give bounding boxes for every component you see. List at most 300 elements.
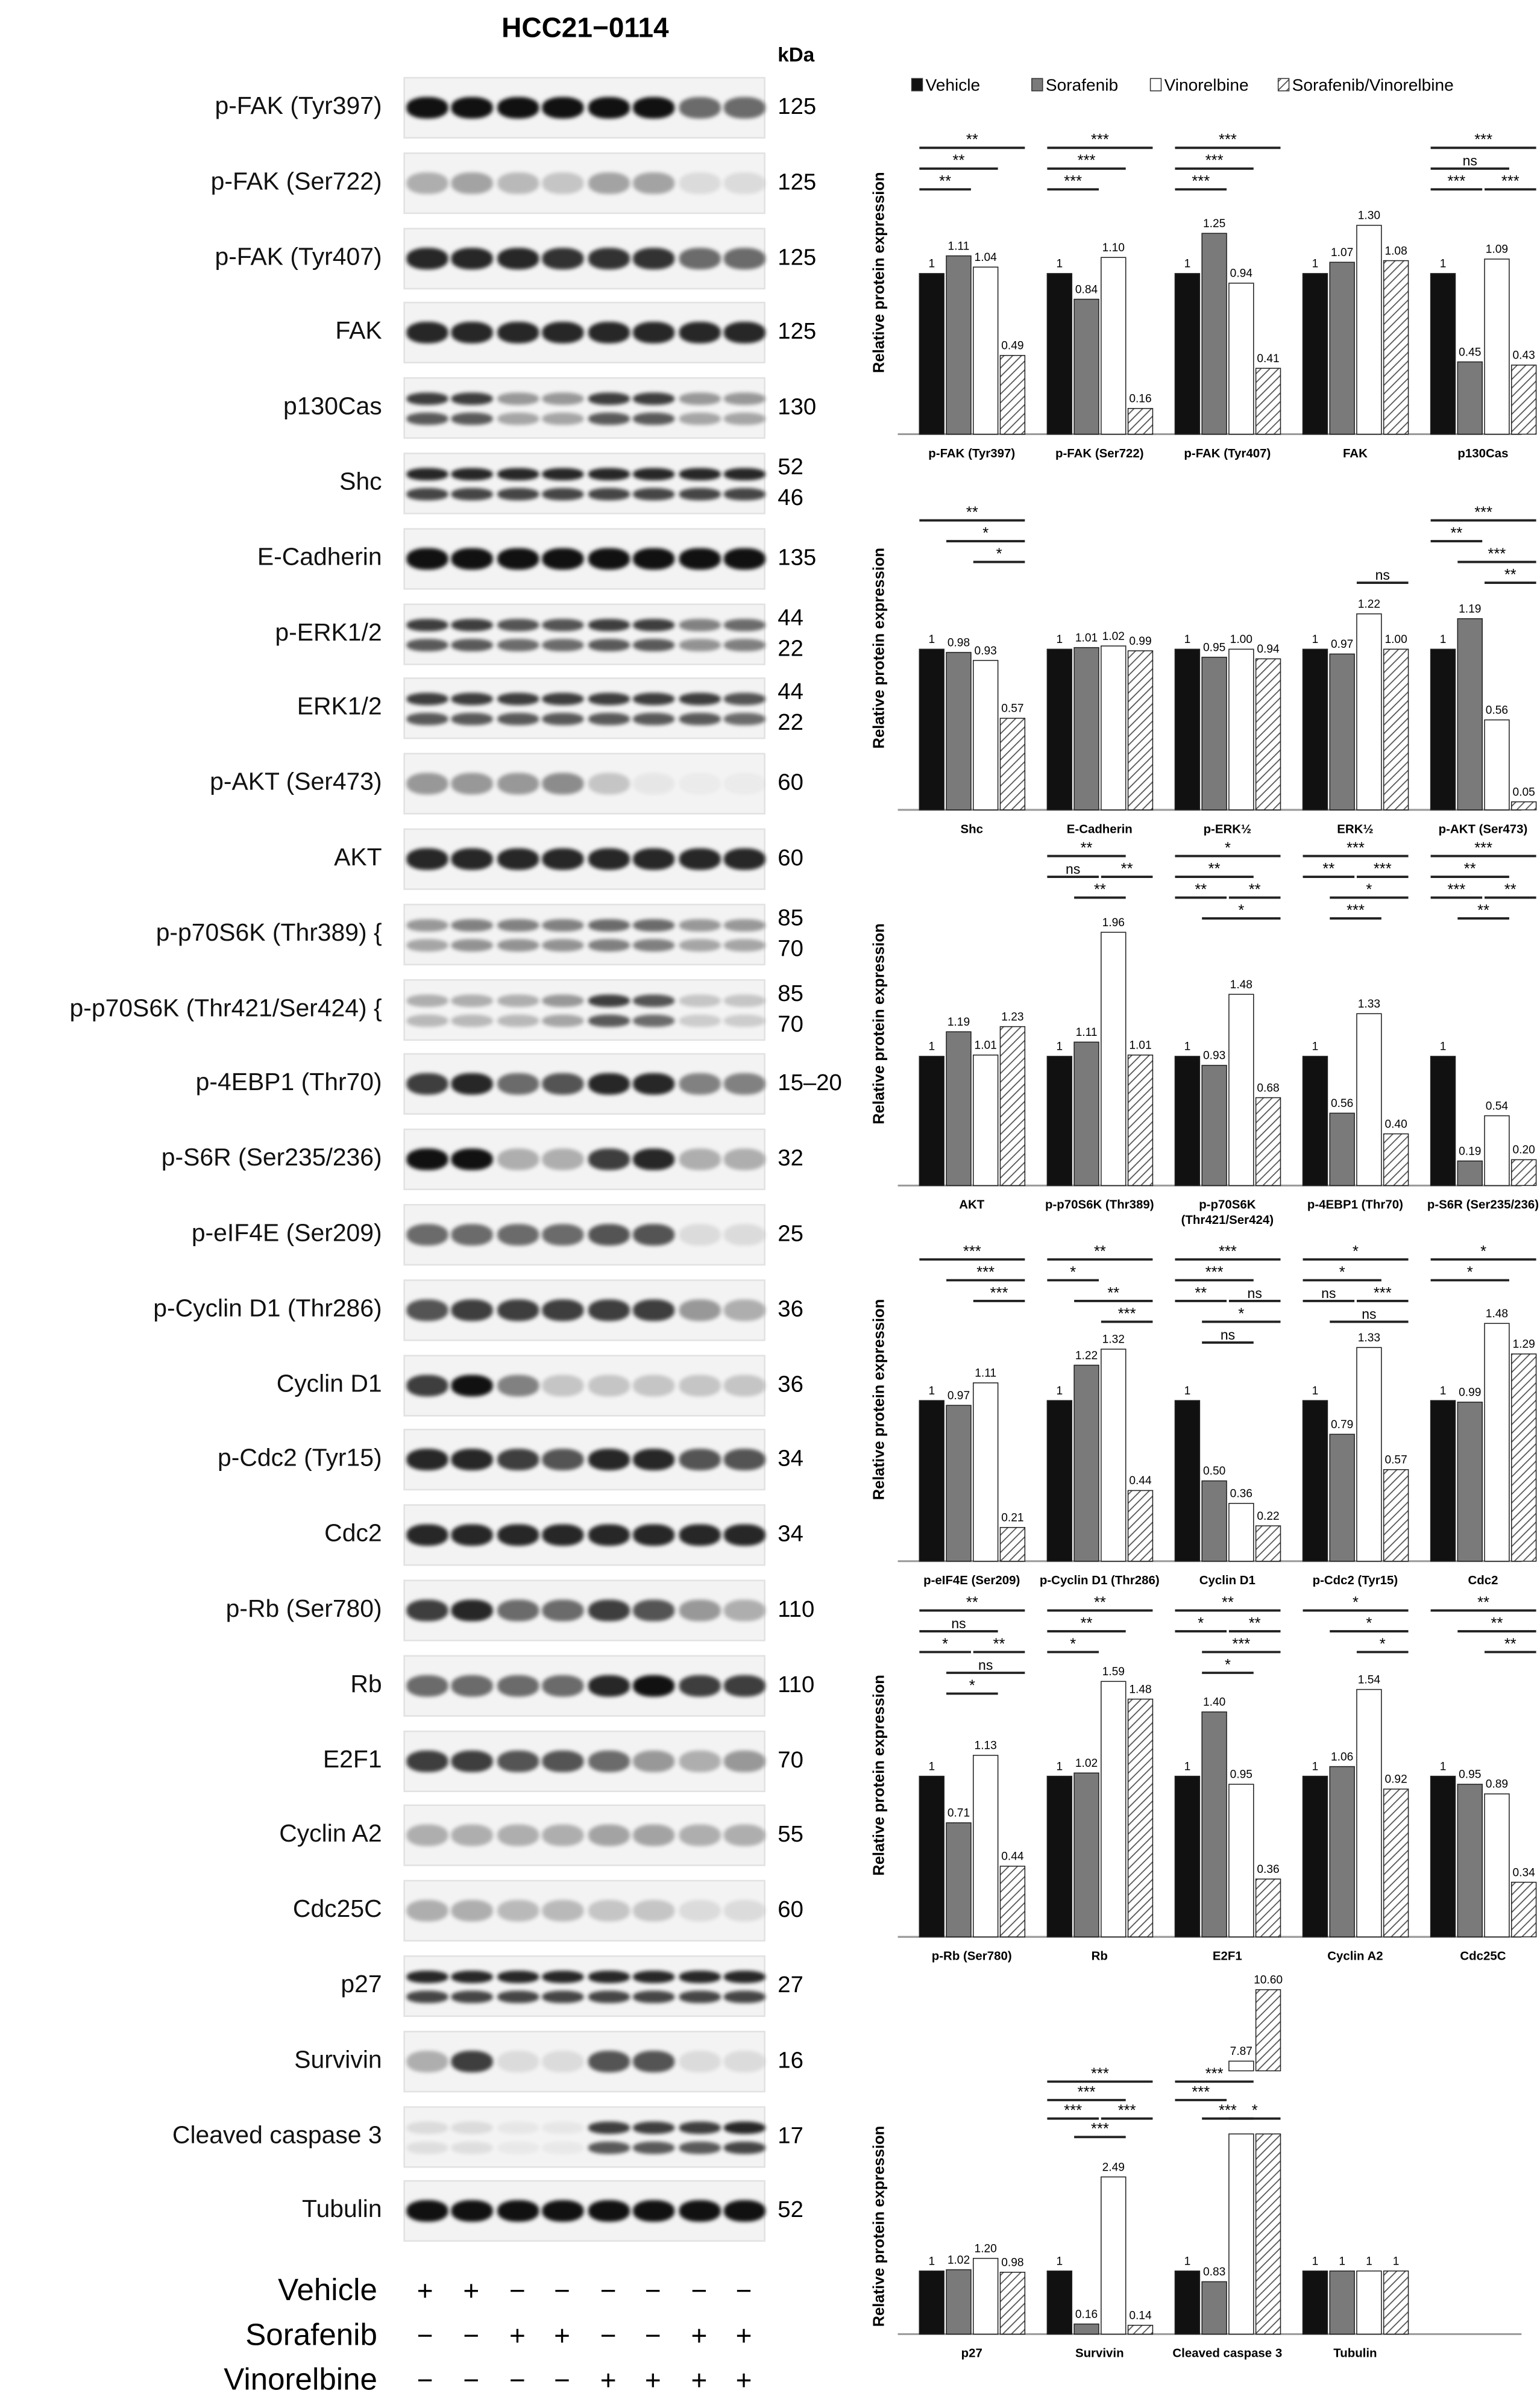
bar	[1512, 1883, 1536, 1937]
kda-value: 52	[778, 2197, 803, 2224]
bar-value-label: 1.06	[1331, 1751, 1354, 1764]
bar-value-label: 0.20	[1512, 1144, 1535, 1157]
bar	[1303, 1056, 1328, 1185]
bar	[1512, 1354, 1536, 1561]
legend-swatch	[1032, 78, 1043, 90]
bar-value-label: 1	[1312, 633, 1319, 647]
significance-label: *	[1466, 1264, 1473, 1281]
bar-value-label: 0.68	[1257, 1082, 1280, 1095]
bar-value-label: 1.02	[1075, 1757, 1098, 1770]
bar-value-label: 1	[928, 1760, 935, 1773]
bar-value-label: 0.41	[1257, 352, 1280, 365]
bar-value-label: 0.94	[1257, 643, 1280, 656]
bar	[1357, 1014, 1381, 1185]
significance-label: ***	[1205, 152, 1224, 169]
bar	[1202, 233, 1227, 434]
significance-label: **	[1093, 881, 1106, 898]
bar-value-label: 1	[1184, 257, 1191, 271]
bar	[1457, 1402, 1482, 1561]
bar-value-label: 1.29	[1512, 1338, 1535, 1351]
significance-label: **	[966, 504, 978, 521]
bar	[973, 660, 998, 810]
bar-upper-segment	[1256, 1990, 1281, 2071]
bar-value-label: 1.13	[974, 1739, 997, 1752]
blot-label: p-Cdc2 (Tyr15)	[218, 1446, 382, 1473]
treatment-sign: −	[509, 2275, 526, 2307]
bar	[1384, 649, 1409, 810]
y-axis-label: Relative protein expression	[870, 2125, 888, 2327]
category-label: p-FAK (Tyr397)	[928, 446, 1016, 460]
bar	[1256, 659, 1281, 810]
bar-value-label: 0.89	[1485, 1778, 1509, 1791]
bar	[919, 274, 944, 434]
bar	[1101, 257, 1126, 434]
category-label: p-eIF4E (Ser209)	[923, 1573, 1020, 1588]
significance-label: **	[1248, 881, 1261, 898]
treatment-sign: −	[463, 2320, 480, 2351]
bar-value-label: 1	[1339, 2255, 1346, 2268]
blot-label: AKT	[334, 845, 382, 872]
category-label: p-p70S6K	[1199, 1197, 1256, 1212]
bar-value-label: 0.71	[947, 1807, 970, 1820]
bar-value-label: 1	[928, 257, 935, 271]
bar	[1128, 651, 1153, 810]
blot-label: p-eIF4E (Ser209)	[191, 1221, 382, 1247]
legend-label: Sorafenib	[1045, 75, 1119, 95]
treatment-sign: +	[600, 2365, 617, 2396]
category-label: E2F1	[1212, 1949, 1242, 1963]
bar	[1457, 619, 1482, 810]
significance-label: *	[1339, 1264, 1345, 1281]
significance-label: ***	[1090, 131, 1109, 149]
bar-value-label: 1	[1439, 1760, 1447, 1773]
significance-label: *	[1238, 1305, 1245, 1323]
significance-label: **	[1504, 881, 1516, 898]
bar-value-label: 1.00	[1230, 633, 1252, 647]
category-label: p-ERK½	[1203, 822, 1252, 836]
bar	[1128, 409, 1153, 434]
bar-value-label: 0.57	[1001, 702, 1024, 715]
significance-label: *	[942, 1635, 949, 1653]
kda-value: 16	[778, 2047, 803, 2074]
bar	[1303, 274, 1328, 434]
bar-value-label: 1.59	[1102, 1666, 1125, 1679]
significance-label: ***	[1090, 2065, 1109, 2083]
category-label: p-p70S6K (Thr389)	[1045, 1197, 1154, 1212]
treatment-sign: +	[463, 2275, 480, 2307]
treatment-sign: +	[691, 2365, 708, 2396]
bar	[1357, 2271, 1381, 2334]
bar-value-label: 1.08	[1384, 245, 1407, 258]
bar	[919, 1776, 944, 1937]
bar-value-label: 0.98	[1001, 2256, 1024, 2269]
bar-value-label: 2.49	[1102, 2161, 1125, 2174]
significance-label: ns	[1462, 152, 1477, 169]
kda-value: 46	[778, 484, 803, 512]
bar-value-label: 1	[928, 1040, 935, 1053]
bar-value-label: 1	[1439, 1040, 1447, 1053]
treatment-label: Vehicle	[278, 2274, 377, 2308]
significance-label: **	[1504, 1635, 1516, 1653]
y-axis-label: Relative protein expression	[870, 547, 888, 749]
blot-label: Cleaved caspase 3	[172, 2122, 382, 2149]
blot-label: p130Cas	[283, 394, 382, 421]
bar-value-label: 1	[1312, 1760, 1319, 1773]
bar	[1101, 1681, 1126, 1937]
kda-value: 32	[778, 1146, 803, 1172]
bar	[1074, 299, 1099, 434]
bar	[1101, 2177, 1126, 2334]
treatment-sign: −	[644, 2320, 661, 2351]
bar	[946, 256, 971, 434]
kda-value: 52	[778, 454, 803, 481]
bar-value-label: 1	[928, 1384, 935, 1397]
bar-value-label: 1	[1312, 257, 1319, 271]
kda-value: 55	[778, 1822, 803, 1848]
treatment-label: Vinorelbine	[224, 2363, 377, 2398]
bar	[1256, 1526, 1281, 1561]
bar	[1330, 1113, 1354, 1185]
bar	[1457, 362, 1482, 434]
bar-value-label: 1.25	[1202, 218, 1226, 231]
bar-value-label: 1.96	[1102, 916, 1125, 929]
kda-value: 70	[778, 1746, 803, 1773]
category-label: p-Rb (Ser780)	[931, 1949, 1012, 1963]
blot-label: Cdc25C	[292, 1897, 382, 1924]
bar-value-label: 0.34	[1512, 1866, 1535, 1880]
bar-value-label: 0.43	[1512, 349, 1535, 362]
bar-value-label: 1.01	[1075, 632, 1098, 645]
significance-label: **	[1107, 1284, 1120, 1302]
treatment-sign: +	[735, 2320, 752, 2351]
bar-value-label: 1	[1184, 1040, 1191, 1053]
significance-label: ***	[1117, 1305, 1136, 1323]
kda-value: 36	[778, 1296, 803, 1323]
bar	[1256, 2134, 1281, 2334]
bar-value-label: 1	[1439, 633, 1447, 647]
bar	[1431, 274, 1456, 434]
kda-header: kDa	[778, 43, 815, 66]
bar-value-label: 0.45	[1459, 346, 1482, 359]
bar-value-label: 0.92	[1384, 1773, 1407, 1786]
kda-value: 125	[778, 169, 817, 195]
bar-value-label: 1	[1366, 2255, 1372, 2268]
bar-value-label: 1	[1056, 1384, 1063, 1397]
bar-value-label: 1.00	[1384, 633, 1407, 647]
significance-label: ***	[1447, 881, 1466, 898]
blot-label: p-S6R (Ser235/236)	[161, 1146, 382, 1172]
bar	[1175, 649, 1199, 810]
bar	[1303, 2271, 1328, 2334]
bar	[973, 1755, 998, 1937]
category-label: Cyclin D1	[1199, 1573, 1256, 1588]
bar-value-label: 0.95	[1202, 641, 1226, 654]
bar-value-label: 1.11	[975, 1367, 997, 1380]
bar-value-label: 1	[928, 633, 935, 647]
kda-value: 70	[778, 935, 803, 962]
blot-label: p-p70S6K (Thr421/Ser424) {	[69, 995, 382, 1022]
legend-swatch	[912, 78, 923, 90]
significance-label: *	[969, 1677, 975, 1695]
bar	[1384, 1134, 1409, 1186]
y-axis-label: Relative protein expression	[870, 923, 888, 1124]
significance-label: ns	[978, 1657, 993, 1673]
significance-label: ns	[951, 1615, 966, 1631]
bar	[973, 267, 998, 434]
bar-value-label: 0.57	[1384, 1453, 1407, 1467]
bar-value-label: 1.11	[1075, 1026, 1098, 1039]
treatment-sign: −	[735, 2275, 752, 2307]
significance-label: *	[1070, 1635, 1076, 1653]
bar	[1485, 1116, 1509, 1186]
significance-label: **	[939, 173, 952, 190]
bar	[1202, 2281, 1227, 2334]
bar	[1000, 1528, 1025, 1561]
significance-label: *	[1224, 839, 1231, 857]
bar	[919, 1400, 944, 1561]
significance-label: ***	[1373, 860, 1392, 877]
bar	[1175, 1776, 1199, 1937]
bar-value-label: 7.87	[1230, 2045, 1252, 2058]
significance-label: ns	[1066, 861, 1081, 877]
y-axis-label: Relative protein expression	[870, 1299, 888, 1500]
bar	[1357, 614, 1381, 810]
significance-label: **	[1491, 1614, 1503, 1632]
significance-label: **	[966, 131, 978, 149]
treatment-sign: +	[554, 2320, 570, 2351]
category-label: p-FAK (Ser722)	[1055, 446, 1144, 460]
bar-value-label: 0.22	[1257, 1510, 1280, 1523]
bar	[1229, 1503, 1254, 1561]
significance-label: ***	[1064, 2102, 1083, 2119]
blot-label: p-ERK1/2	[275, 619, 382, 647]
bar-value-label: 0.79	[1331, 1418, 1354, 1431]
significance-label: **	[1477, 1594, 1490, 1611]
bar	[1256, 1098, 1281, 1186]
bar-value-label: 1.48	[1230, 978, 1252, 991]
bar-value-label: 1.01	[1129, 1039, 1152, 1052]
bar	[1330, 654, 1354, 810]
kda-value: 60	[778, 1897, 803, 1924]
bar	[1202, 1481, 1227, 1561]
significance-label: **	[952, 152, 965, 169]
bar	[1000, 2272, 1025, 2334]
bar	[1512, 802, 1536, 810]
legend-label: Vinorelbine	[1164, 75, 1249, 95]
bar	[1303, 649, 1328, 810]
significance-label: **	[1248, 1614, 1261, 1632]
bar	[1047, 2271, 1072, 2334]
blot-label: Cdc2	[324, 1521, 382, 1548]
significance-label: ***	[1219, 2102, 1237, 2119]
bar-value-label: 0.19	[1459, 1145, 1482, 1158]
bar-value-label: 0.83	[1202, 2266, 1226, 2279]
bar-value-label: 0.36	[1230, 1487, 1252, 1500]
bar	[1485, 259, 1509, 434]
significance-label: *	[1353, 1594, 1359, 1611]
category-label: E-Cadherin	[1066, 822, 1133, 836]
bar	[1000, 1027, 1025, 1186]
significance-label: ***	[990, 1284, 1008, 1302]
bar-value-label: 0.56	[1331, 1097, 1354, 1111]
bar	[1175, 1400, 1199, 1561]
category-label: Shc	[960, 822, 983, 836]
bar	[1202, 1712, 1227, 1937]
significance-label: ***	[1192, 2083, 1210, 2101]
treatment-sign: −	[416, 2320, 433, 2351]
blot-label: p-Rb (Ser780)	[225, 1596, 382, 1623]
category-label: p-4EBP1 (Thr70)	[1307, 1197, 1403, 1212]
significance-label: ***	[1117, 2102, 1136, 2119]
kda-value: 34	[778, 1521, 803, 1548]
bar-value-label: 1.33	[1357, 997, 1381, 1011]
significance-label: *	[1224, 1656, 1231, 1673]
bar	[1357, 1347, 1381, 1561]
bar-value-label: 0.14	[1129, 2309, 1152, 2322]
bar-value-label: 0.99	[1459, 1386, 1482, 1399]
bar-value-label: 0.97	[947, 1389, 970, 1402]
blot-label: Cyclin A2	[279, 1822, 382, 1848]
bar	[1330, 1434, 1354, 1561]
kda-value: 36	[778, 1371, 803, 1397]
significance-label: **	[966, 1594, 978, 1611]
blot-label: Cyclin D1	[276, 1371, 382, 1397]
significance-label: ***	[1474, 131, 1493, 149]
bar	[1229, 2134, 1254, 2334]
bar	[1047, 1400, 1072, 1561]
significance-label: **	[1093, 1243, 1106, 1260]
bar-value-label: 0.40	[1384, 1118, 1407, 1131]
blot-label: Shc	[339, 469, 382, 496]
bar	[1330, 2271, 1354, 2334]
significance-label: ***	[1064, 173, 1083, 190]
bar-value-label: 1	[1056, 2255, 1063, 2268]
kda-value: 22	[778, 710, 803, 737]
bar	[1256, 1879, 1281, 1937]
blot-label: Rb	[350, 1672, 382, 1698]
bar-value-label: 0.98	[947, 636, 970, 650]
bar	[1431, 1400, 1456, 1561]
significance-label: ***	[1219, 131, 1237, 149]
significance-label: ns	[1375, 566, 1390, 583]
significance-label: *	[1070, 1264, 1076, 1281]
bar	[1384, 261, 1409, 434]
significance-label: ***	[1205, 2065, 1224, 2083]
significance-label: ***	[1219, 1243, 1237, 1260]
bar-value-label: 0.54	[1485, 1100, 1509, 1113]
blot-label: p-FAK (Ser722)	[210, 169, 382, 195]
blot-label: ERK1/2	[297, 695, 382, 721]
bar	[1047, 1056, 1072, 1185]
kda-value: 44	[778, 604, 803, 631]
bar	[1128, 1699, 1153, 1937]
bar	[919, 2271, 944, 2334]
bar-value-label: 1.48	[1129, 1683, 1152, 1696]
treatment-sign: +	[416, 2275, 433, 2307]
bar-value-label: 1.01	[974, 1039, 997, 1052]
bar	[1074, 1365, 1099, 1561]
treatment-sign: −	[416, 2365, 433, 2396]
bar	[1000, 1866, 1025, 1937]
bar-value-label: 0.95	[1459, 1768, 1482, 1781]
bar-value-label: 1	[928, 2255, 935, 2268]
significance-label: **	[1463, 860, 1476, 877]
bar-value-label: 0.16	[1075, 2308, 1098, 2321]
bar-value-label: 1	[1312, 1384, 1319, 1397]
kda-value: 25	[778, 1221, 803, 1247]
kda-value: 85	[778, 905, 803, 932]
significance-label: ns	[1220, 1326, 1236, 1343]
bar-value-label: 0.44	[1001, 1850, 1024, 1863]
significance-label: *	[1353, 1243, 1359, 1260]
category-label: p-S6R (Ser235/236)	[1427, 1197, 1539, 1212]
significance-label: **	[993, 1635, 1005, 1653]
treatment-sign: −	[691, 2275, 708, 2307]
significance-label: **	[1093, 1594, 1106, 1611]
treatment-sign: −	[554, 2365, 570, 2396]
significance-label: ns	[1321, 1285, 1336, 1301]
bar-value-label: 0.44	[1129, 1475, 1152, 1488]
bar-value-label: 0.56	[1485, 704, 1509, 717]
treatment-label: Sorafenib	[245, 2318, 377, 2353]
category-label: Cdc25C	[1460, 1949, 1506, 1963]
bar-value-label: 0.50	[1202, 1465, 1226, 1478]
kda-value: 22	[778, 635, 803, 662]
bar	[1074, 2324, 1099, 2334]
bar	[1485, 1323, 1509, 1561]
category-label: p-Cyclin D1 (Thr286)	[1039, 1573, 1160, 1588]
bar	[946, 1405, 971, 1561]
legend-swatch	[1278, 78, 1289, 90]
category-label: Cleaved caspase 3	[1172, 2346, 1283, 2360]
bar	[1229, 1784, 1254, 1937]
blot-label: p-Cyclin D1 (Thr286)	[153, 1296, 382, 1323]
bar	[946, 2270, 971, 2334]
kda-value: 60	[778, 770, 803, 797]
significance-label: ***	[1090, 2121, 1109, 2138]
legend-label: Sorafenib/Vinorelbine	[1292, 75, 1454, 95]
bar	[1047, 1776, 1072, 1937]
bar-value-label: 0.99	[1129, 635, 1152, 648]
bar-value-label: 1	[1392, 2255, 1400, 2268]
significance-label: *	[1366, 881, 1372, 898]
bar	[1431, 1776, 1456, 1937]
significance-label: ***	[963, 1243, 981, 1260]
bar	[1512, 365, 1536, 434]
significance-label: *	[1366, 1614, 1372, 1632]
bar	[1384, 2271, 1409, 2334]
bar	[1330, 1767, 1354, 1937]
bar-value-label: 1.02	[947, 2254, 970, 2267]
bar	[973, 1383, 998, 1561]
kda-value: 85	[778, 980, 803, 1006]
significance-label: ***	[1447, 173, 1466, 190]
bar	[1047, 274, 1072, 434]
bar-value-label: 0.94	[1230, 267, 1252, 280]
blot-label: p-FAK (Tyr397)	[215, 93, 382, 121]
significance-label: *	[1379, 1635, 1386, 1653]
significance-label: **	[1195, 1284, 1207, 1302]
significance-label: **	[1208, 860, 1221, 877]
bar-value-label: 0.97	[1331, 638, 1354, 651]
category-label: Rb	[1091, 1949, 1108, 1963]
bar	[1101, 1349, 1126, 1561]
bar	[1457, 1161, 1482, 1186]
blot-label: p-AKT (Ser473)	[210, 770, 382, 797]
category-label: FAK	[1342, 446, 1368, 460]
blot-label: Tubulin	[302, 2197, 382, 2224]
blot-label: p-4EBP1 (Thr70)	[195, 1070, 382, 1097]
